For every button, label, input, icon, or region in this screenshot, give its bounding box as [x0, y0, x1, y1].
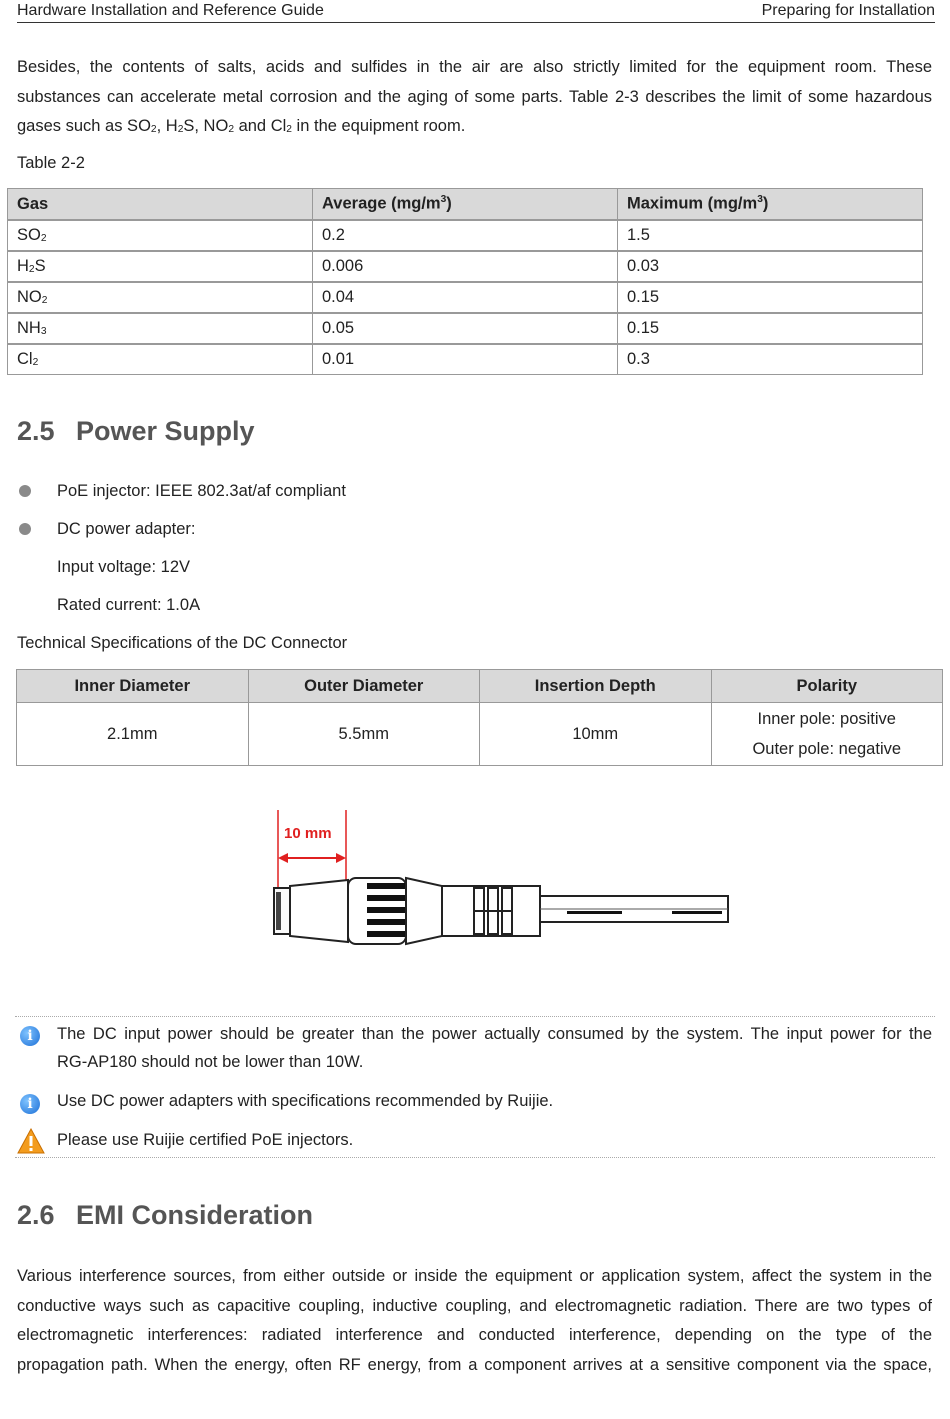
input-voltage-item: Input voltage: 12V	[57, 558, 191, 576]
subscript: 2	[228, 124, 234, 136]
header-text: Average (mg/m	[322, 194, 441, 213]
header-text: )	[446, 194, 452, 213]
gas-formula: Cl	[17, 350, 33, 368]
table-row	[8, 282, 923, 313]
table-row	[8, 313, 923, 344]
intro-line-1: Besides, the contents of salts, acids and sulfides in the air are also strictly limited for the equipment room. These	[17, 58, 932, 76]
table-caption: Table 2-2	[17, 154, 85, 172]
note-dc-input-power	[57, 1020, 932, 1076]
section-heading-power-supply	[17, 416, 255, 447]
col-header-polarity: Polarity	[711, 670, 943, 703]
header-chapter-title: Preparing for Installation	[761, 2, 935, 19]
note-recommended-adapters: Use DC power adapters with specifications recommended by Ruijie.	[57, 1092, 554, 1110]
dc-spec-caption: Technical Specifications of the DC Connector	[17, 634, 348, 652]
intro-line-2: substances can accelerate metal corrosion and the aging of some parts. Table 2-3 describes the limit of some hazardous	[17, 87, 932, 106]
outer-pole-text: Outer pole: negative	[752, 740, 902, 758]
polarity-value	[711, 703, 943, 766]
subscript: 2	[150, 124, 157, 136]
arrow-head-right	[336, 853, 346, 863]
average-value: 0.2	[313, 220, 618, 251]
col-header-insertion-depth: Insertion Depth	[480, 670, 712, 703]
inner-diameter-value: 2.1mm	[17, 703, 249, 766]
dc-connector-table	[16, 669, 943, 766]
maximum-value: 0.3	[618, 344, 923, 375]
emi-line: propagation path. When the energy, often RF energy, from a component arrives at a sensitive component via the space,	[17, 1355, 932, 1374]
cable-marking	[567, 911, 622, 914]
intro-paragraph	[17, 53, 932, 144]
gas-name-cell	[8, 220, 313, 251]
arrow-head-left	[278, 853, 288, 863]
header-text: Gas	[17, 194, 49, 213]
intro-text: and Cl	[234, 117, 287, 135]
plug-barrel	[290, 880, 348, 942]
gas-formula-suffix: S	[34, 257, 46, 275]
intro-line-3	[17, 112, 932, 144]
superscript: 3	[757, 194, 763, 206]
emi-line: Various interference sources, from either outside or inside the equipment or application system, affect the system in the	[17, 1267, 932, 1285]
note-divider-top	[15, 1016, 935, 1017]
table-header-row	[8, 189, 923, 221]
col-header-inner-diameter: Inner Diameter	[17, 670, 249, 703]
intro-text: in the equipment room.	[291, 117, 466, 135]
emi-paragraph	[17, 1262, 932, 1380]
note-divider-bottom	[15, 1157, 935, 1158]
maximum-value: 0.15	[618, 282, 923, 313]
gas-name-cell	[8, 313, 313, 344]
emi-line: electromagnetic interferences: radiated interference and conducted interference, depending on the type of the	[17, 1326, 932, 1344]
outer-diameter-value: 5.5mm	[248, 703, 480, 766]
gas-formula: H	[17, 257, 29, 275]
average-value: 0.05	[313, 313, 618, 344]
subscript: 2	[41, 295, 48, 307]
maximum-value: 0.15	[618, 313, 923, 344]
table-header-row	[17, 670, 943, 703]
table-row	[8, 251, 923, 282]
note-text: RG-AP180 should not be lower than 10W.	[57, 1053, 364, 1071]
col-header-average	[313, 189, 618, 221]
gas-formula: NO	[17, 288, 42, 306]
col-header-maximum	[618, 189, 923, 221]
rated-current-item: Rated current: 1.0A	[57, 596, 201, 614]
header-guide-title: Hardware Installation and Reference Guide	[17, 2, 324, 19]
gas-name-cell	[8, 282, 313, 313]
gas-name-cell	[8, 344, 313, 375]
table-row	[17, 703, 943, 766]
average-value: 0.04	[313, 282, 618, 313]
dc-connector-illustration	[262, 800, 732, 980]
section-title: Power Supply	[76, 416, 255, 446]
cable-marking	[672, 911, 722, 914]
col-header-gas	[8, 189, 313, 221]
dimension-label: 10 mm	[284, 825, 332, 842]
maximum-value: 1.5	[618, 220, 923, 251]
subscript: 2	[32, 357, 39, 369]
page-header	[17, 0, 935, 23]
subscript: 2	[40, 233, 47, 245]
table-row	[8, 220, 923, 251]
info-icon: i	[20, 1094, 40, 1114]
subscript: 2	[177, 124, 184, 136]
superscript: 3	[440, 194, 447, 206]
subscript: 3	[40, 326, 47, 338]
gas-formula: NH	[17, 319, 41, 337]
section-title: EMI Consideration	[76, 1200, 314, 1230]
maximum-value: 0.03	[618, 251, 923, 282]
subscript: 2	[28, 264, 35, 276]
average-value: 0.01	[313, 344, 618, 375]
inner-pole-text: Inner pole: positive	[757, 710, 896, 728]
warning-icon	[17, 1128, 45, 1154]
plug-taper	[406, 878, 442, 944]
hazardous-gas-table	[7, 188, 923, 375]
section-heading-emi	[17, 1200, 313, 1231]
bullet-dc-adapter: DC power adapter:	[57, 520, 196, 538]
note-text: The DC input power should be greater than the power actually consumed by the system. The input power for the	[57, 1025, 932, 1043]
intro-text: , H	[156, 117, 178, 135]
table-row	[8, 344, 923, 375]
col-header-outer-diameter: Outer Diameter	[248, 670, 480, 703]
section-number: 2.6	[17, 1200, 55, 1230]
gas-name-cell	[8, 251, 313, 282]
emi-line: conductive ways such as capacitive coupling, inductive coupling, and electromagnetic radiation. There are two types of	[17, 1296, 932, 1315]
section-number: 2.5	[17, 416, 55, 446]
gas-formula: SO	[17, 226, 41, 244]
intro-text: S, NO	[183, 117, 229, 135]
intro-text: gases such as SO	[17, 117, 151, 135]
bullet-icon	[19, 523, 31, 535]
subscript: 2	[286, 124, 292, 136]
plug-tip-shadow	[276, 892, 281, 930]
bullet-icon	[19, 485, 31, 497]
average-value: 0.006	[313, 251, 618, 282]
note-certified-poe: Please use Ruijie certified PoE injectors.	[57, 1131, 354, 1149]
insertion-depth-value: 10mm	[480, 703, 712, 766]
bullet-poe-injector: PoE injector: IEEE 802.3at/af compliant	[57, 482, 346, 500]
info-icon: i	[20, 1026, 40, 1046]
header-text: Maximum (mg/m	[627, 194, 758, 213]
header-text: )	[762, 194, 769, 213]
